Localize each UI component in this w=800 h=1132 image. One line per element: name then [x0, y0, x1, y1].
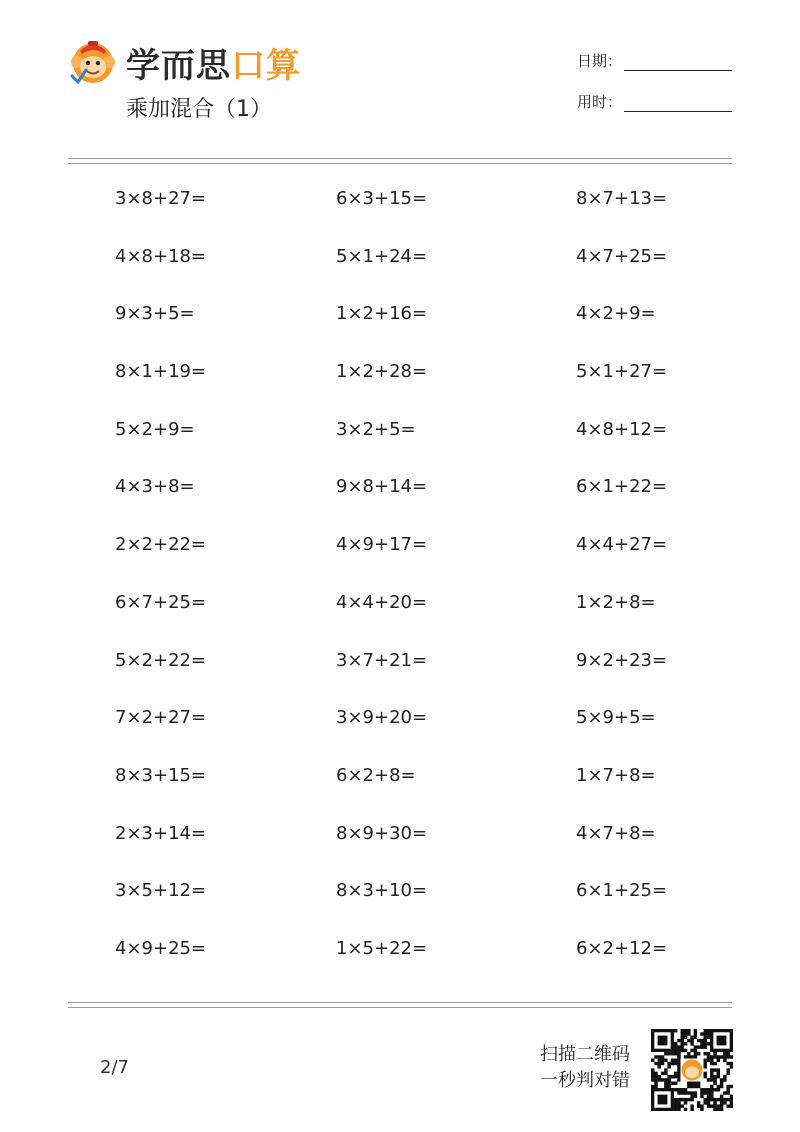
problem-grid [115, 185, 715, 993]
problem-item: 7×2+27= [115, 707, 207, 729]
problem-item: 3×7+21= [336, 649, 428, 671]
problem-item: 2×2+22= [115, 534, 207, 556]
problem-item: 3×9+20= [336, 707, 428, 729]
problem-item: 8×3+15= [115, 764, 207, 786]
time-field [577, 91, 732, 112]
problem-item: 1×2+16= [336, 303, 428, 325]
top-divider-second [68, 163, 732, 164]
problem-item: 2×3+14= [115, 822, 207, 844]
bottom-divider [68, 1002, 732, 1003]
scan-instructions [540, 1042, 630, 1094]
scan-line-2: 一秒判对错 [540, 1070, 630, 1091]
bottom-divider-second [68, 1007, 732, 1008]
problem-item: 6×1+22= [576, 476, 668, 498]
brand-main-text: 学而思 [126, 45, 231, 86]
problem-item: 5×2+22= [115, 649, 207, 671]
problem-item: 1×7+8= [576, 764, 656, 786]
problem-item: 5×2+9= [115, 418, 195, 440]
date-label: 日期： [576, 52, 622, 70]
problem-item: 5×9+5= [576, 707, 656, 729]
scan-line-1: 扫描二维码 [540, 1044, 630, 1065]
problem-item: 4×4+27= [576, 534, 668, 556]
problem-item: 8×9+30= [336, 822, 428, 844]
problem-item: 9×8+14= [336, 476, 428, 498]
problem-item: 4×7+25= [576, 245, 668, 267]
problem-item: 9×2+23= [576, 649, 668, 671]
problem-item: 3×2+5= [336, 418, 416, 440]
problem-item: 4×3+8= [115, 476, 195, 498]
brand-accent-text: 口算 [231, 45, 301, 86]
problem-item: 8×3+10= [336, 880, 428, 902]
problem-item: 8×7+13= [576, 188, 668, 209]
problem-item: 4×9+17= [336, 534, 428, 556]
monkey-logo-icon [68, 36, 118, 86]
time-blank-line [624, 95, 732, 112]
problem-item: 1×2+28= [336, 361, 428, 383]
problem-item: 4×7+8= [576, 822, 656, 844]
problem-item: 6×7+25= [115, 591, 207, 613]
problem-item: 4×8+18= [115, 245, 207, 267]
top-divider [68, 158, 732, 159]
problem-item: 6×3+15= [336, 188, 428, 209]
brand-title [126, 40, 301, 84]
worksheet-subtitle: 乘加混合（1） [126, 97, 272, 122]
problem-item: 8×1+19= [115, 361, 207, 383]
problem-item: 4×4+20= [336, 591, 428, 613]
problem-item: 6×2+12= [576, 937, 668, 959]
problem-item: 6×1+25= [576, 880, 668, 902]
problem-item: 3×8+27= [115, 188, 207, 209]
problem-item: 1×5+22= [336, 937, 428, 959]
problem-item: 3×5+12= [115, 880, 207, 902]
problem-item: 5×1+27= [576, 361, 668, 383]
problem-item: 5×1+24= [336, 245, 428, 267]
problem-item: 4×9+25= [115, 937, 207, 959]
problem-item: 4×2+9= [576, 303, 656, 325]
problem-item: 9×3+5= [115, 303, 195, 325]
date-field [577, 50, 732, 71]
problem-item: 1×2+8= [576, 591, 656, 613]
problem-item: 6×2+8= [336, 764, 416, 786]
problem-item: 4×8+12= [576, 418, 668, 440]
time-label: 用时： [576, 93, 622, 111]
page-number: 2/7 [100, 1057, 129, 1078]
date-blank-line [624, 54, 732, 71]
qr-code-icon[interactable] [651, 1029, 733, 1111]
